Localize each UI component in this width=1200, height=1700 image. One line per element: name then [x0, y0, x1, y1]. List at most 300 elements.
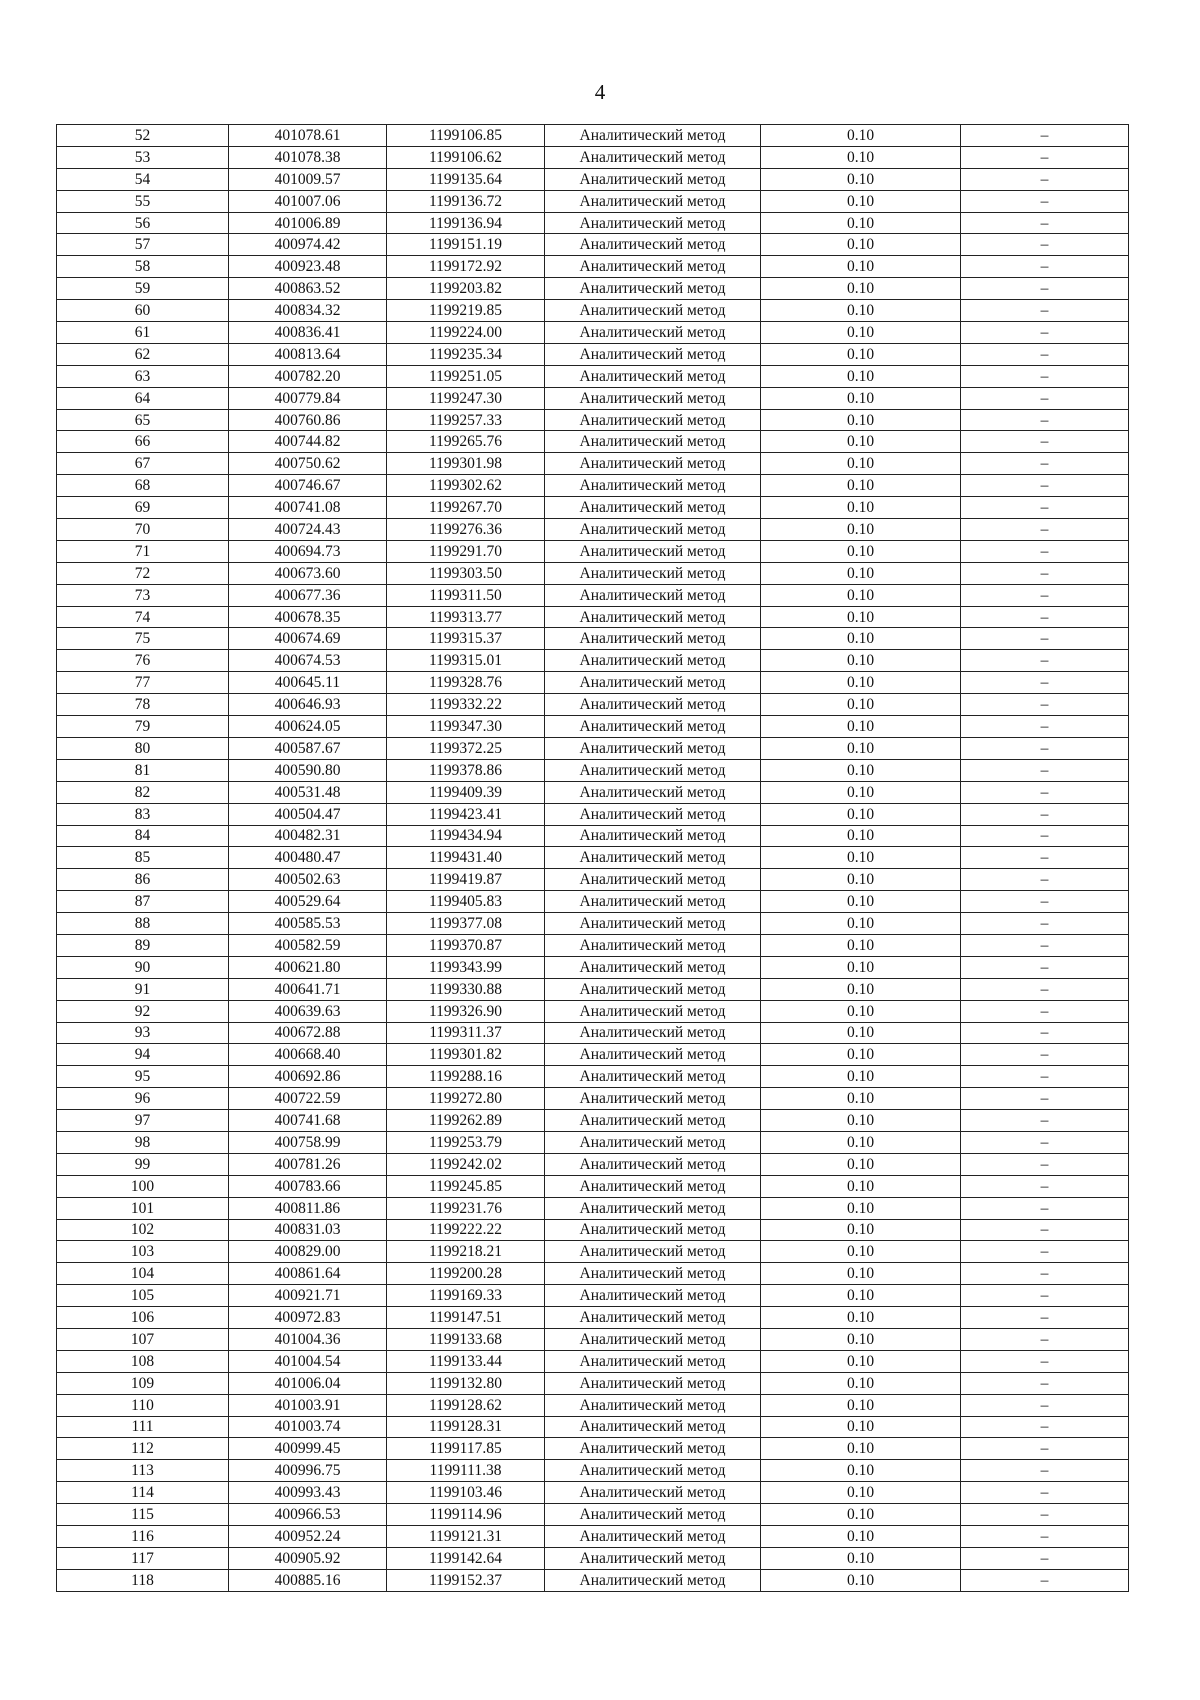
method-cell: Аналитический метод — [545, 387, 761, 409]
point-number-cell: 60 — [57, 300, 229, 322]
accuracy-cell: 0.10 — [761, 650, 961, 672]
method-cell: Аналитический метод — [545, 519, 761, 541]
method-cell: Аналитический метод — [545, 1569, 761, 1591]
x-coordinate-cell: 401003.91 — [229, 1394, 387, 1416]
accuracy-cell: 0.10 — [761, 1460, 961, 1482]
note-cell: – — [961, 825, 1129, 847]
y-coordinate-cell: 1199291.70 — [387, 540, 545, 562]
point-number-cell: 79 — [57, 716, 229, 738]
point-number-cell: 113 — [57, 1460, 229, 1482]
accuracy-cell: 0.10 — [761, 1088, 961, 1110]
x-coordinate-cell: 400673.60 — [229, 562, 387, 584]
method-cell: Аналитический метод — [545, 1350, 761, 1372]
point-number-cell: 111 — [57, 1416, 229, 1438]
accuracy-cell: 0.10 — [761, 365, 961, 387]
y-coordinate-cell: 1199372.25 — [387, 737, 545, 759]
note-cell: – — [961, 1372, 1129, 1394]
accuracy-cell: 0.10 — [761, 125, 961, 147]
x-coordinate-cell: 400744.82 — [229, 431, 387, 453]
note-cell: – — [961, 1504, 1129, 1526]
x-coordinate-cell: 401006.89 — [229, 212, 387, 234]
accuracy-cell: 0.10 — [761, 978, 961, 1000]
y-coordinate-cell: 1199222.22 — [387, 1219, 545, 1241]
table-row — [57, 759, 1129, 781]
accuracy-cell: 0.10 — [761, 497, 961, 519]
y-coordinate-cell: 1199169.33 — [387, 1285, 545, 1307]
point-number-cell: 95 — [57, 1066, 229, 1088]
y-coordinate-cell: 1199315.37 — [387, 628, 545, 650]
accuracy-cell: 0.10 — [761, 1350, 961, 1372]
accuracy-cell: 0.10 — [761, 387, 961, 409]
accuracy-cell: 0.10 — [761, 234, 961, 256]
point-number-cell: 83 — [57, 803, 229, 825]
y-coordinate-cell: 1199343.99 — [387, 956, 545, 978]
x-coordinate-cell: 400829.00 — [229, 1241, 387, 1263]
point-number-cell: 88 — [57, 913, 229, 935]
y-coordinate-cell: 1199117.85 — [387, 1438, 545, 1460]
x-coordinate-cell: 400779.84 — [229, 387, 387, 409]
note-cell: – — [961, 672, 1129, 694]
accuracy-cell: 0.10 — [761, 584, 961, 606]
x-coordinate-cell: 400863.52 — [229, 278, 387, 300]
y-coordinate-cell: 1199172.92 — [387, 256, 545, 278]
y-coordinate-cell: 1199245.85 — [387, 1175, 545, 1197]
method-cell: Аналитический метод — [545, 869, 761, 891]
accuracy-cell: 0.10 — [761, 1219, 961, 1241]
accuracy-cell: 0.10 — [761, 672, 961, 694]
method-cell: Аналитический метод — [545, 606, 761, 628]
method-cell: Аналитический метод — [545, 913, 761, 935]
y-coordinate-cell: 1199128.31 — [387, 1416, 545, 1438]
y-coordinate-cell: 1199136.72 — [387, 190, 545, 212]
note-cell: – — [961, 716, 1129, 738]
note-cell: – — [961, 650, 1129, 672]
method-cell: Аналитический метод — [545, 343, 761, 365]
y-coordinate-cell: 1199431.40 — [387, 847, 545, 869]
note-cell: – — [961, 803, 1129, 825]
x-coordinate-cell: 400590.80 — [229, 759, 387, 781]
method-cell: Аналитический метод — [545, 409, 761, 431]
accuracy-cell: 0.10 — [761, 168, 961, 190]
note-cell: – — [961, 1569, 1129, 1591]
method-cell: Аналитический метод — [545, 1526, 761, 1548]
point-number-cell: 102 — [57, 1219, 229, 1241]
method-cell: Аналитический метод — [545, 1460, 761, 1482]
accuracy-cell: 0.10 — [761, 1110, 961, 1132]
x-coordinate-cell: 400952.24 — [229, 1526, 387, 1548]
y-coordinate-cell: 1199328.76 — [387, 672, 545, 694]
accuracy-cell: 0.10 — [761, 1131, 961, 1153]
method-cell: Аналитический метод — [545, 1131, 761, 1153]
note-cell: – — [961, 628, 1129, 650]
y-coordinate-cell: 1199133.44 — [387, 1350, 545, 1372]
accuracy-cell: 0.10 — [761, 475, 961, 497]
point-number-cell: 54 — [57, 168, 229, 190]
note-cell: – — [961, 934, 1129, 956]
table-row — [57, 519, 1129, 541]
table-row — [57, 1022, 1129, 1044]
point-number-cell: 62 — [57, 343, 229, 365]
note-cell: – — [961, 146, 1129, 168]
note-cell: – — [961, 497, 1129, 519]
point-number-cell: 74 — [57, 606, 229, 628]
x-coordinate-cell: 400692.86 — [229, 1066, 387, 1088]
table-row — [57, 146, 1129, 168]
note-cell: – — [961, 1044, 1129, 1066]
accuracy-cell: 0.10 — [761, 891, 961, 913]
point-number-cell: 116 — [57, 1526, 229, 1548]
point-number-cell: 52 — [57, 125, 229, 147]
x-coordinate-cell: 400861.64 — [229, 1263, 387, 1285]
y-coordinate-cell: 1199103.46 — [387, 1482, 545, 1504]
method-cell: Аналитический метод — [545, 1153, 761, 1175]
table-row — [57, 1307, 1129, 1329]
point-number-cell: 114 — [57, 1482, 229, 1504]
method-cell: Аналитический метод — [545, 847, 761, 869]
y-coordinate-cell: 1199288.16 — [387, 1066, 545, 1088]
note-cell: – — [961, 1350, 1129, 1372]
method-cell: Аналитический метод — [545, 956, 761, 978]
accuracy-cell: 0.10 — [761, 628, 961, 650]
note-cell: – — [961, 168, 1129, 190]
point-number-cell: 85 — [57, 847, 229, 869]
point-number-cell: 89 — [57, 934, 229, 956]
method-cell: Аналитический метод — [545, 1219, 761, 1241]
y-coordinate-cell: 1199330.88 — [387, 978, 545, 1000]
accuracy-cell: 0.10 — [761, 1000, 961, 1022]
table-row — [57, 475, 1129, 497]
y-coordinate-cell: 1199133.68 — [387, 1328, 545, 1350]
table-row — [57, 934, 1129, 956]
y-coordinate-cell: 1199419.87 — [387, 869, 545, 891]
table-row — [57, 431, 1129, 453]
y-coordinate-cell: 1199272.80 — [387, 1088, 545, 1110]
table-row — [57, 497, 1129, 519]
point-number-cell: 55 — [57, 190, 229, 212]
note-cell: – — [961, 278, 1129, 300]
x-coordinate-cell: 400741.68 — [229, 1110, 387, 1132]
accuracy-cell: 0.10 — [761, 1241, 961, 1263]
accuracy-cell: 0.10 — [761, 716, 961, 738]
table-row — [57, 125, 1129, 147]
accuracy-cell: 0.10 — [761, 453, 961, 475]
x-coordinate-cell: 400674.53 — [229, 650, 387, 672]
method-cell: Аналитический метод — [545, 759, 761, 781]
note-cell: – — [961, 1241, 1129, 1263]
table-row — [57, 781, 1129, 803]
y-coordinate-cell: 1199262.89 — [387, 1110, 545, 1132]
point-number-cell: 81 — [57, 759, 229, 781]
accuracy-cell: 0.10 — [761, 343, 961, 365]
table-row — [57, 956, 1129, 978]
accuracy-cell: 0.10 — [761, 1307, 961, 1329]
accuracy-cell: 0.10 — [761, 1394, 961, 1416]
y-coordinate-cell: 1199313.77 — [387, 606, 545, 628]
accuracy-cell: 0.10 — [761, 694, 961, 716]
x-coordinate-cell: 400760.86 — [229, 409, 387, 431]
table-row — [57, 978, 1129, 1000]
point-number-cell: 87 — [57, 891, 229, 913]
x-coordinate-cell: 400782.20 — [229, 365, 387, 387]
accuracy-cell: 0.10 — [761, 1547, 961, 1569]
point-number-cell: 117 — [57, 1547, 229, 1569]
table-row — [57, 694, 1129, 716]
point-number-cell: 69 — [57, 497, 229, 519]
y-coordinate-cell: 1199200.28 — [387, 1263, 545, 1285]
y-coordinate-cell: 1199136.94 — [387, 212, 545, 234]
point-number-cell: 68 — [57, 475, 229, 497]
table-row — [57, 913, 1129, 935]
table-row — [57, 1175, 1129, 1197]
x-coordinate-cell: 400722.59 — [229, 1088, 387, 1110]
y-coordinate-cell: 1199265.76 — [387, 431, 545, 453]
method-cell: Аналитический метод — [545, 891, 761, 913]
accuracy-cell: 0.10 — [761, 737, 961, 759]
accuracy-cell: 0.10 — [761, 1263, 961, 1285]
table-row — [57, 650, 1129, 672]
note-cell: – — [961, 1153, 1129, 1175]
point-number-cell: 80 — [57, 737, 229, 759]
method-cell: Аналитический метод — [545, 300, 761, 322]
method-cell: Аналитический метод — [545, 584, 761, 606]
note-cell: – — [961, 1438, 1129, 1460]
x-coordinate-cell: 401004.36 — [229, 1328, 387, 1350]
table-row — [57, 234, 1129, 256]
table-row — [57, 278, 1129, 300]
table-row — [57, 1088, 1129, 1110]
x-coordinate-cell: 400641.71 — [229, 978, 387, 1000]
x-coordinate-cell: 401007.06 — [229, 190, 387, 212]
point-number-cell: 76 — [57, 650, 229, 672]
point-number-cell: 106 — [57, 1307, 229, 1329]
x-coordinate-cell: 400480.47 — [229, 847, 387, 869]
note-cell: – — [961, 212, 1129, 234]
note-cell: – — [961, 1197, 1129, 1219]
table-row — [57, 1569, 1129, 1591]
note-cell: – — [961, 343, 1129, 365]
note-cell: – — [961, 1285, 1129, 1307]
table-row — [57, 1110, 1129, 1132]
note-cell: – — [961, 1175, 1129, 1197]
point-number-cell: 84 — [57, 825, 229, 847]
table-row — [57, 1372, 1129, 1394]
accuracy-cell: 0.10 — [761, 1328, 961, 1350]
y-coordinate-cell: 1199106.62 — [387, 146, 545, 168]
method-cell: Аналитический метод — [545, 256, 761, 278]
point-number-cell: 82 — [57, 781, 229, 803]
x-coordinate-cell: 400783.66 — [229, 1175, 387, 1197]
note-cell: – — [961, 1131, 1129, 1153]
y-coordinate-cell: 1199301.98 — [387, 453, 545, 475]
x-coordinate-cell: 400621.80 — [229, 956, 387, 978]
note-cell: – — [961, 1110, 1129, 1132]
y-coordinate-cell: 1199409.39 — [387, 781, 545, 803]
accuracy-cell: 0.10 — [761, 322, 961, 344]
table-row — [57, 1219, 1129, 1241]
y-coordinate-cell: 1199253.79 — [387, 1131, 545, 1153]
method-cell: Аналитический метод — [545, 475, 761, 497]
x-coordinate-cell: 400668.40 — [229, 1044, 387, 1066]
table-row — [57, 322, 1129, 344]
x-coordinate-cell: 400758.99 — [229, 1131, 387, 1153]
point-number-cell: 91 — [57, 978, 229, 1000]
point-number-cell: 107 — [57, 1328, 229, 1350]
method-cell: Аналитический метод — [545, 322, 761, 344]
note-cell: – — [961, 847, 1129, 869]
point-number-cell: 75 — [57, 628, 229, 650]
note-cell: – — [961, 956, 1129, 978]
coordinates-table — [56, 124, 1129, 1592]
x-coordinate-cell: 400811.86 — [229, 1197, 387, 1219]
y-coordinate-cell: 1199378.86 — [387, 759, 545, 781]
table-row — [57, 453, 1129, 475]
table-row — [57, 891, 1129, 913]
x-coordinate-cell: 400923.48 — [229, 256, 387, 278]
method-cell: Аналитический метод — [545, 716, 761, 738]
x-coordinate-cell: 400639.63 — [229, 1000, 387, 1022]
accuracy-cell: 0.10 — [761, 847, 961, 869]
point-number-cell: 67 — [57, 453, 229, 475]
accuracy-cell: 0.10 — [761, 1285, 961, 1307]
accuracy-cell: 0.10 — [761, 759, 961, 781]
point-number-cell: 64 — [57, 387, 229, 409]
x-coordinate-cell: 400582.59 — [229, 934, 387, 956]
point-number-cell: 110 — [57, 1394, 229, 1416]
accuracy-cell: 0.10 — [761, 212, 961, 234]
method-cell: Аналитический метод — [545, 1394, 761, 1416]
table-row — [57, 1504, 1129, 1526]
x-coordinate-cell: 401004.54 — [229, 1350, 387, 1372]
accuracy-cell: 0.10 — [761, 1569, 961, 1591]
table-row — [57, 672, 1129, 694]
point-number-cell: 65 — [57, 409, 229, 431]
method-cell: Аналитический метод — [545, 540, 761, 562]
point-number-cell: 72 — [57, 562, 229, 584]
point-number-cell: 70 — [57, 519, 229, 541]
note-cell: – — [961, 125, 1129, 147]
point-number-cell: 112 — [57, 1438, 229, 1460]
method-cell: Аналитический метод — [545, 1022, 761, 1044]
note-cell: – — [961, 540, 1129, 562]
x-coordinate-cell: 401078.38 — [229, 146, 387, 168]
x-coordinate-cell: 400504.47 — [229, 803, 387, 825]
method-cell: Аналитический метод — [545, 168, 761, 190]
note-cell: – — [961, 1460, 1129, 1482]
note-cell: – — [961, 1000, 1129, 1022]
point-number-cell: 103 — [57, 1241, 229, 1263]
point-number-cell: 105 — [57, 1285, 229, 1307]
x-coordinate-cell: 400585.53 — [229, 913, 387, 935]
y-coordinate-cell: 1199347.30 — [387, 716, 545, 738]
point-number-cell: 101 — [57, 1197, 229, 1219]
accuracy-cell: 0.10 — [761, 278, 961, 300]
table-row — [57, 1066, 1129, 1088]
accuracy-cell: 0.10 — [761, 781, 961, 803]
table-row — [57, 1482, 1129, 1504]
table-row — [57, 1394, 1129, 1416]
table-row — [57, 1416, 1129, 1438]
y-coordinate-cell: 1199247.30 — [387, 387, 545, 409]
method-cell: Аналитический метод — [545, 1044, 761, 1066]
method-cell: Аналитический метод — [545, 1066, 761, 1088]
table-row — [57, 1350, 1129, 1372]
y-coordinate-cell: 1199251.05 — [387, 365, 545, 387]
method-cell: Аналитический метод — [545, 1263, 761, 1285]
note-cell: – — [961, 1482, 1129, 1504]
note-cell: – — [961, 869, 1129, 891]
y-coordinate-cell: 1199224.00 — [387, 322, 545, 344]
y-coordinate-cell: 1199302.62 — [387, 475, 545, 497]
coordinates-table-body — [57, 125, 1129, 1592]
method-cell: Аналитический метод — [545, 1110, 761, 1132]
x-coordinate-cell: 401078.61 — [229, 125, 387, 147]
note-cell: – — [961, 1066, 1129, 1088]
point-number-cell: 115 — [57, 1504, 229, 1526]
point-number-cell: 90 — [57, 956, 229, 978]
method-cell: Аналитический метод — [545, 1241, 761, 1263]
method-cell: Аналитический метод — [545, 1307, 761, 1329]
method-cell: Аналитический метод — [545, 1285, 761, 1307]
y-coordinate-cell: 1199257.33 — [387, 409, 545, 431]
method-cell: Аналитический метод — [545, 650, 761, 672]
point-number-cell: 99 — [57, 1153, 229, 1175]
note-cell: – — [961, 234, 1129, 256]
point-number-cell: 86 — [57, 869, 229, 891]
method-cell: Аналитический метод — [545, 212, 761, 234]
point-number-cell: 58 — [57, 256, 229, 278]
method-cell: Аналитический метод — [545, 628, 761, 650]
point-number-cell: 73 — [57, 584, 229, 606]
method-cell: Аналитический метод — [545, 672, 761, 694]
note-cell: – — [961, 1088, 1129, 1110]
method-cell: Аналитический метод — [545, 365, 761, 387]
y-coordinate-cell: 1199267.70 — [387, 497, 545, 519]
note-cell: – — [961, 409, 1129, 431]
point-number-cell: 78 — [57, 694, 229, 716]
method-cell: Аналитический метод — [545, 1372, 761, 1394]
table-row — [57, 212, 1129, 234]
table-row — [57, 562, 1129, 584]
table-row — [57, 606, 1129, 628]
note-cell: – — [961, 1547, 1129, 1569]
note-cell: – — [961, 759, 1129, 781]
method-cell: Аналитический метод — [545, 694, 761, 716]
y-coordinate-cell: 1199151.19 — [387, 234, 545, 256]
y-coordinate-cell: 1199315.01 — [387, 650, 545, 672]
accuracy-cell: 0.10 — [761, 825, 961, 847]
table-row — [57, 628, 1129, 650]
x-coordinate-cell: 400966.53 — [229, 1504, 387, 1526]
y-coordinate-cell: 1199370.87 — [387, 934, 545, 956]
note-cell: – — [961, 1526, 1129, 1548]
x-coordinate-cell: 400905.92 — [229, 1547, 387, 1569]
point-number-cell: 98 — [57, 1131, 229, 1153]
y-coordinate-cell: 1199121.31 — [387, 1526, 545, 1548]
y-coordinate-cell: 1199303.50 — [387, 562, 545, 584]
y-coordinate-cell: 1199135.64 — [387, 168, 545, 190]
x-coordinate-cell: 400678.35 — [229, 606, 387, 628]
x-coordinate-cell: 400694.73 — [229, 540, 387, 562]
note-cell: – — [961, 1416, 1129, 1438]
method-cell: Аналитический метод — [545, 497, 761, 519]
point-number-cell: 56 — [57, 212, 229, 234]
point-number-cell: 93 — [57, 1022, 229, 1044]
accuracy-cell: 0.10 — [761, 913, 961, 935]
point-number-cell: 66 — [57, 431, 229, 453]
method-cell: Аналитический метод — [545, 803, 761, 825]
table-row — [57, 343, 1129, 365]
accuracy-cell: 0.10 — [761, 1153, 961, 1175]
